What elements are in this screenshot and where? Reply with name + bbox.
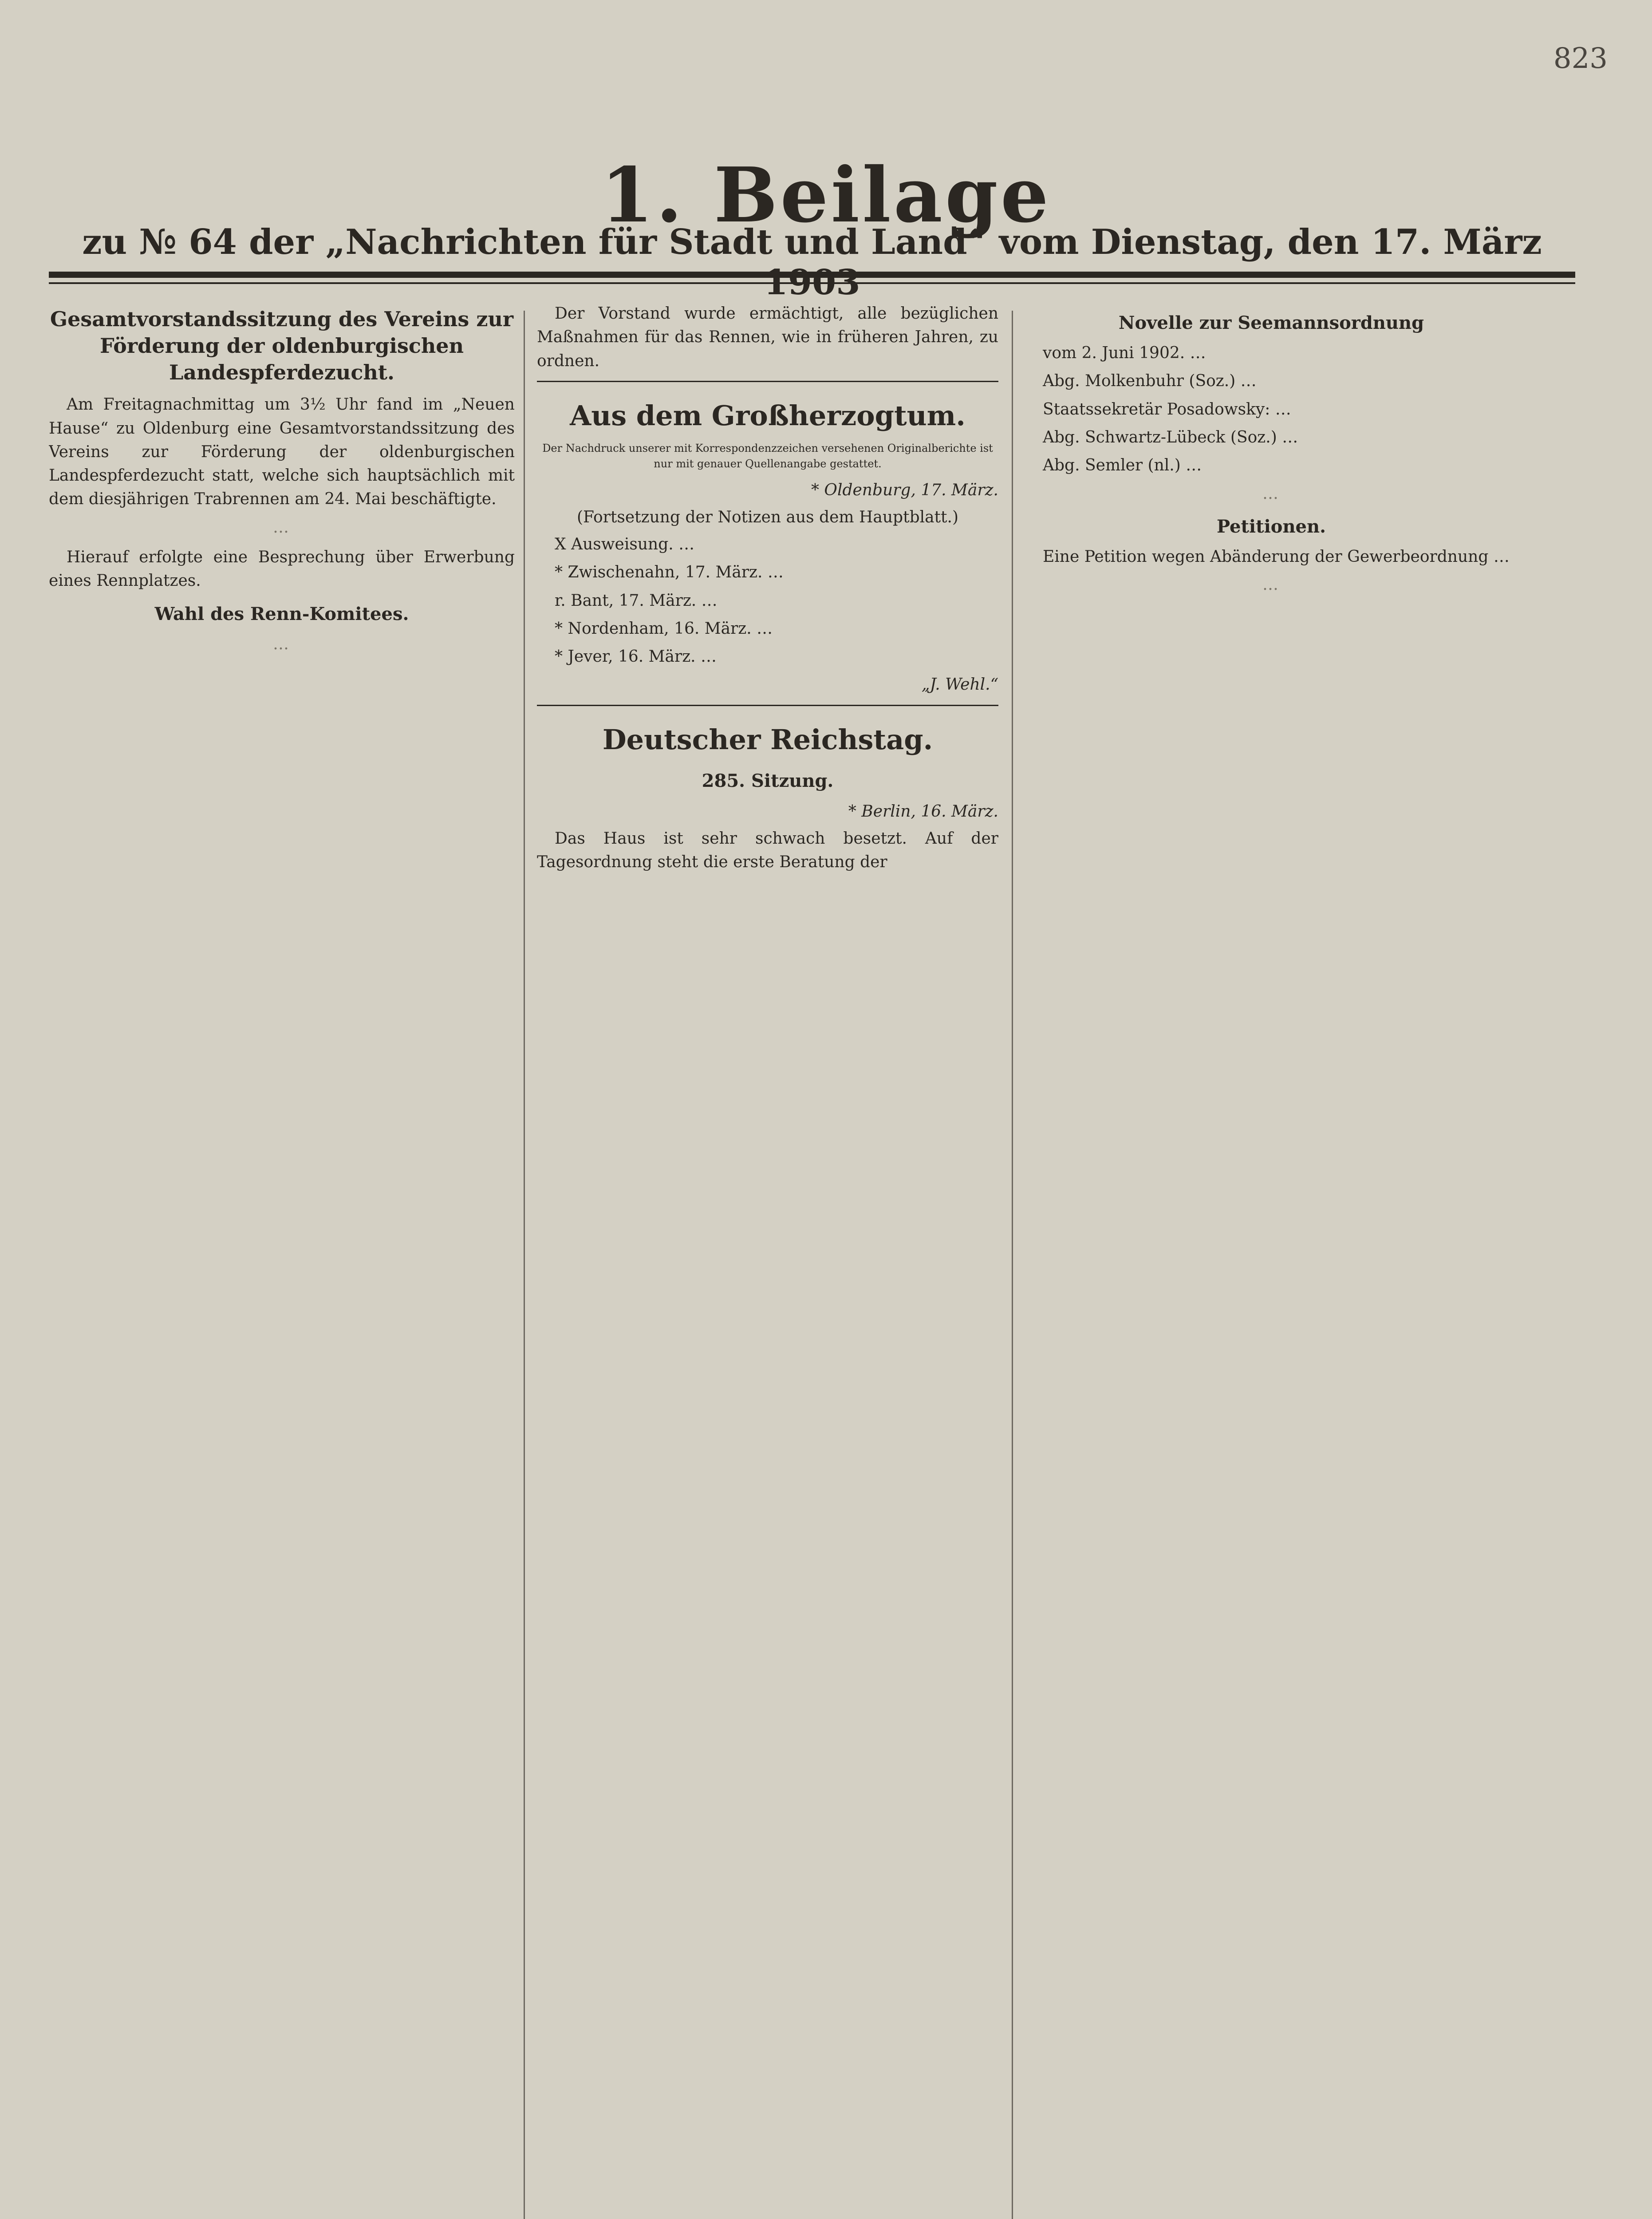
- paragraph: * Jever, 16. März. …: [555, 648, 717, 666]
- paragraph: * Nordenham, 16. März. …: [555, 619, 773, 638]
- page-number: 823: [1553, 42, 1608, 75]
- paragraph: Eine Petition wegen Abänderung der Gewerbeordnung …: [1043, 547, 1510, 566]
- paragraph: …: [1262, 576, 1280, 594]
- paragraph: * Zwischenahn, 17. März. …: [555, 563, 784, 582]
- session-label: 285. Sitzung.: [702, 770, 834, 792]
- masthead-rule-thin: [49, 282, 1575, 284]
- paragraph: Das Haus ist sehr schwach besetzt. Auf der Tagesordnung steht die erste Beratung der: [537, 829, 998, 872]
- paragraph: Der Vorstand wurde ermächtigt, alle bezüglichen Maßnahmen für das Rennen, wie in früheren Jahren, zu ordnen.: [537, 304, 998, 370]
- paragraph: Abg. Molkenbuhr (Soz.) …: [1043, 372, 1257, 391]
- paragraph: …: [273, 635, 291, 653]
- signature: „J. Wehl.“: [921, 675, 998, 694]
- paragraph: …: [1262, 484, 1280, 503]
- section-rule: [537, 705, 998, 706]
- column-divider: [524, 311, 525, 2219]
- article-heading: Novelle zur Seemannsordnung: [1118, 312, 1424, 333]
- paragraph: r. Bant, 17. März. …: [555, 591, 718, 610]
- column-3: [1025, 302, 1518, 2219]
- paragraph: …: [273, 518, 291, 537]
- dateline: * Berlin, 16. März.: [848, 802, 998, 821]
- column-divider: [1012, 311, 1013, 2219]
- paragraph: Hierauf erfolgte eine Besprechung über Erwerbung eines Rennplatzes.: [49, 548, 515, 590]
- masthead-rule-thick: [49, 272, 1575, 278]
- section-rule: [537, 381, 998, 382]
- reprint-notice: Der Nachdruck unserer mit Korrespondenzzeichen versehenen Originalberichte ist nur mit genauer Quellenangabe gestattet.: [542, 442, 993, 470]
- paragraph: Abg. Semler (nl.) …: [1043, 456, 1202, 475]
- masthead-title: 1. Beilage: [601, 151, 1051, 240]
- article-heading: Gesamtvorstandssitzung des Vereins zur Förderung der oldenburgischen Landespferdezucht.: [50, 307, 514, 384]
- subheading: Petitionen.: [1216, 516, 1326, 537]
- column-1: [49, 302, 515, 2219]
- paragraph: Abg. Schwartz-Lübeck (Soz.) …: [1043, 428, 1298, 446]
- masthead-subtitle: zu № 64 der „Nachrichten für Stadt und Land“ vom Dienstag, den 17. März: [82, 222, 1542, 262]
- paragraph: Am Freitagnachmittag um 3½ Uhr fand im „Neuen Hause“ zu Oldenburg eine Gesamtvorstandssitzung des Vereins zur Förderung der oldenburgischen Landespferdezucht statt, welche sich hauptsächlich mit dem diesjährigen Trabrennen am 24. Mai beschäftigte.: [49, 395, 515, 509]
- paragraph: Staatssekretär Posadowsky: …: [1043, 400, 1291, 419]
- column-2: [537, 302, 998, 2219]
- continuation-note: (Fortsetzung der Notizen aus dem Hauptblatt.): [576, 508, 959, 526]
- paragraph: vom 2. Juni 1902. …: [1043, 344, 1206, 363]
- dateline: * Oldenburg, 17. März.: [811, 481, 998, 499]
- subheading: Wahl des Renn-Komitees.: [154, 603, 409, 624]
- paragraph: X Ausweisung. …: [555, 535, 695, 554]
- section-title: Deutscher Reichstag.: [602, 723, 933, 756]
- section-title: Aus dem Großherzogtum.: [570, 399, 966, 432]
